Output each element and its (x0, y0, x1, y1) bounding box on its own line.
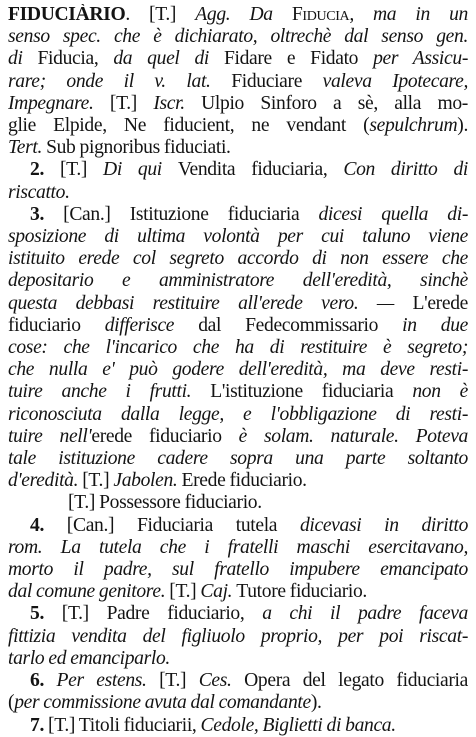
entry-text: [Can.] Fiduciaria tutela (66, 514, 300, 536)
entry-text: [Can.] Istituzione fiduciaria (63, 203, 319, 225)
sense-number: FIDUCIÀRIO (8, 4, 126, 25)
entry-text: Opera del legato fiduciaria (244, 670, 468, 692)
entry-line (8, 470, 468, 492)
entry-text: morto il padre, sul fratello impubere emancipato (8, 559, 468, 581)
entry-text: riscatto. (8, 181, 70, 203)
entry-line (8, 426, 468, 448)
entry-text: Erede fiduciario. (181, 470, 307, 492)
entry-text: dal comune genitore. (8, 581, 170, 603)
entry-text: d'eredità. (8, 470, 83, 492)
entry-text: senso spec. che è dichiarato, oltrechè dal senso gen. (8, 26, 468, 48)
entry-text: a chi il padre faceva (262, 603, 468, 625)
entry-line (8, 537, 468, 559)
entry-line (8, 603, 468, 625)
entry-text: Per estens. (56, 670, 160, 692)
entry-text: Impegnare. (8, 92, 110, 114)
entry-text: sepulchrum (369, 115, 458, 137)
entry-text: Di qui (103, 159, 178, 181)
entry-text: glie Elpide, Ne fiducient, ne vendant ( (8, 115, 370, 137)
entry-line (8, 248, 468, 270)
entry-line (8, 48, 468, 70)
entry-line (8, 404, 468, 426)
entry-text: Fiducia (291, 4, 350, 25)
entry-text: dal (198, 314, 246, 336)
entry-text: da quel di (113, 48, 224, 70)
entry-line (8, 315, 468, 337)
entry-text: che nulla e' può godere dell'eredità, ma deve resti- (8, 359, 468, 381)
entry-text: per Assicu- (373, 48, 468, 70)
entry-text: Cedole, Biglietti di banca. (200, 714, 396, 736)
entry-text: istituito erede col segreto accordo di non essere che (8, 248, 468, 270)
entry-line (8, 715, 468, 737)
entry-text: sposizione di ultima volontà per cui taluno viene (8, 226, 468, 248)
entry-line (8, 71, 468, 93)
entry-text: Tutore fiduciario. (236, 581, 367, 603)
entry-text: Iscr. (153, 92, 202, 114)
entry-text: tuire nell' (8, 425, 92, 447)
sense-number: 7. (30, 714, 49, 736)
entry-text: , ma in un (349, 4, 468, 25)
entry-line (8, 204, 468, 226)
entry-text: riconosciuta dalla legge, e l'obbligazione di resti- (8, 403, 468, 425)
sense-number: 4. (30, 514, 67, 536)
entry-text: tale istituzione cadere sopra una parte soltanto (8, 448, 468, 470)
entry-text: rare; onde il v. lat. (8, 70, 232, 92)
entry-text: in due (402, 314, 468, 336)
sense-number: 6. (30, 670, 57, 692)
entry-line (8, 337, 468, 359)
entry-text: Agg. Da (195, 4, 292, 25)
entry-line (8, 492, 468, 514)
entry-text: ( (8, 692, 15, 714)
entry-text: tarlo ed emanciparlo. (8, 647, 170, 669)
entry-line (8, 559, 468, 581)
entry-text: [T.] Titoli fiduciarii, (48, 714, 201, 736)
entry-line (8, 515, 468, 537)
entry-text: Fiduciare (231, 70, 323, 92)
entry-line (8, 359, 468, 381)
entry-text: è solam. naturale. Poteva (238, 425, 468, 447)
entry-text: Vendita fiduciaria, (177, 159, 344, 181)
entry-text: Sub pignoribus fiduciati. (46, 137, 231, 159)
entry-text: valeva Ipotecare, (322, 70, 468, 92)
entry-text: [T.] Padre fiduciario, (61, 603, 263, 625)
entry-line (8, 137, 468, 159)
entry-line (8, 226, 468, 248)
entry-text: Con diritto di (343, 159, 468, 181)
entry-text: [T.] (169, 581, 201, 603)
entry-line (8, 26, 468, 48)
sense-number: 2. (30, 159, 60, 181)
entry-text: non è (412, 381, 468, 403)
entry-text: [T.] (109, 92, 154, 114)
entry-text: Tert. (8, 137, 47, 159)
entry-text: [T.] (159, 670, 199, 692)
entry-text: erede fiduciario (91, 425, 239, 447)
entry-text: [T.] Possessore fiduciario. (68, 492, 262, 514)
sense-number: 3. (30, 203, 64, 225)
entry-text: Ulpio Sinforo a sè, alla mo- (201, 92, 468, 114)
entry-line (8, 670, 468, 692)
entry-line (8, 692, 468, 714)
entry-text: [T.] (59, 159, 104, 181)
entry-text: L'erede (412, 292, 468, 314)
sense-number: 5. (30, 603, 62, 625)
entry-line (8, 581, 468, 603)
entry-text: Caj. (200, 581, 237, 603)
entry-text: questa debbasi restituire all'erede vero. — (8, 292, 413, 314)
entry-text: tuire anche i frutti. (8, 381, 211, 403)
entry-text: rom. La tutela che i fratelli maschi esercitavano, (8, 536, 468, 558)
entry-text: cose: che l'incarico che ha di restituire è segreto; (8, 337, 468, 359)
entry-text: Ces. (198, 670, 245, 692)
entry-text: . [T.] (125, 4, 196, 25)
entry-text: ). (457, 115, 468, 137)
entry-line (8, 93, 468, 115)
entry-text: fittizia vendita del figliuolo proprio, per poi riscat- (8, 625, 468, 647)
entry-text: Fedecommissario (245, 314, 403, 336)
entry-line (8, 270, 468, 292)
entry-text: ). (310, 692, 322, 714)
entry-text: per commissione avuta dal comandante (14, 692, 311, 714)
entry-text: depositario e amministratore dell'eredità, sinchè (8, 270, 468, 292)
entry-line (8, 115, 468, 137)
entry-text: Fiducia, (37, 48, 114, 70)
entry-line (8, 381, 468, 403)
entry-text: Fidare e Fidato (223, 48, 374, 70)
entry-line (8, 182, 468, 204)
entry-text: dicesi quella di- (318, 203, 468, 225)
entry-line (8, 626, 468, 648)
entry-line (8, 648, 468, 670)
entry-line (8, 448, 468, 470)
entry-text: dicevasi in diritto (299, 514, 468, 536)
entry-text: L'istituzione fiduciaria (210, 381, 413, 403)
entry-text: differisce (104, 314, 199, 336)
entry-line (8, 159, 468, 181)
entry-line (8, 4, 468, 26)
entry-text: [T.] (82, 470, 114, 492)
entry-text: Jabolen. (113, 470, 182, 492)
entry-text: di (8, 48, 38, 70)
entry-line (8, 293, 468, 315)
entry-text: fiduciario (8, 314, 105, 336)
